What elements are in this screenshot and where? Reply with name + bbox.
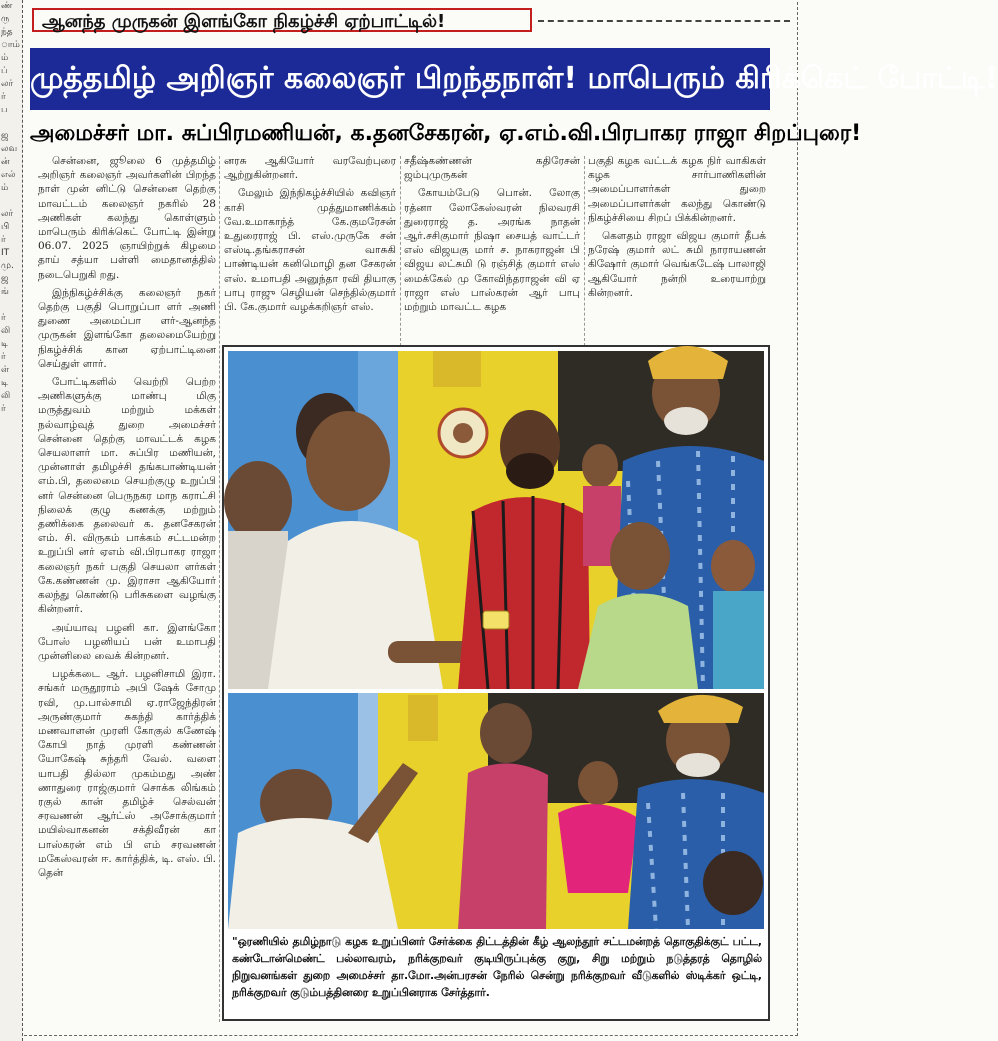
column-divider: [400, 156, 401, 346]
edge-fragment: [0, 429, 22, 442]
paragraph: கௌதம் ராஜா விஜய குமார் தீபக் நரேஷ் குமார் லட் சுமி நாராயணன் கிஷோர் குமார் வெங்கடேஷ் பாலாஜி ஆகியோர் நன்றி உரையாற்று கின்றனர்.: [588, 230, 766, 299]
edge-fragment: ாம்: [1, 40, 20, 50]
article-column-3: [404, 154, 580, 350]
edge-fragment: லர்: [1, 209, 14, 219]
edge-fragment: டி: [1, 378, 9, 388]
edge-fragment: ம்: [1, 53, 9, 63]
edge-fragment: எல்: [1, 170, 16, 180]
edge-fragment: ப்: [1, 66, 8, 76]
paragraph: பழக்கடை ஆர். பழனிசாமி இரா. சங்கர் மருதூராம் அபி ஷேக் சோமு ரவி, மு.பால்சாமி ஏ.ராஜேந்திரன் அருண்குமார் சுகந்தி கார்த்திக் மணவாளன் முரளி கோகுல் கணேஷ் கோபி நாத் முரளி கண்ணன் யோகேஷ் சுந்தரி வேல். வளை யாபதி தில்லா முகம்மது அண் ணாதுரை ராஜ்குமார் சொக்க லிங்கம் ரகுல் கான் தமிழ்ச் செல்வன் சரவணன் ஆர்ட்ஸ் அசோக்குமார் மயில்வாகனன் சக்திவீரன் கா பாஸ்கரன் எம் பி எம் சரவணன் மகேஸ்வரன் ஈ. கார்த்திக், டி. எஸ். பி. தென்: [38, 668, 216, 879]
left-edge-clipped-column: [0, 0, 23, 1041]
edge-fragment: லி: [1, 326, 11, 336]
edge-fragment: ரு: [1, 14, 10, 24]
paragraph: சதீஷ்கண்ணன் கதிரேசன் ஜம்புமுருகன்: [404, 155, 580, 182]
edge-fragment: மு.: [1, 261, 14, 271]
edge-fragment: ஜ: [1, 274, 9, 284]
edge-fragment: ர்: [1, 313, 6, 323]
edge-fragment: ம்: [1, 183, 9, 193]
edge-fragment: [0, 117, 22, 130]
edge-fragment: ள்: [1, 365, 10, 375]
photo-top-sticker-handover: [228, 351, 764, 689]
edge-fragment: ர்: [1, 235, 6, 245]
photo-caption: "ஒரணியில் தமிழ்நாடு கழக உறுப்பினர் சேர்க்கை திட்டத்தின் கீழ் ஆலந்தூர் சட்டமன்றத் தொகுதிக்குட் பட்ட, கண்டோன்மெண்ட் பல்லாவரம், நரிக்குறவர் குடியிருப்புக்கு குறு, சிறு மற்றும் நடுத்தரத் தொழில் நிறுவனங்கள் துறை அமைச்சர் தா.மோ.அன்பரசன் நேரில் சென்று நரிக்குறவர் வீடுகளில் ஸ்டிக்கர் ஒட்டி, நரிக்குறவர் குடும்பத்தினரை உறுப்பினராக சேர்த்தார்.: [232, 935, 762, 999]
edge-fragment: IT: [1, 248, 10, 258]
edge-fragment: [0, 195, 22, 208]
edge-fragment: ஜ: [1, 131, 9, 141]
edge-fragment: [0, 299, 22, 312]
paragraph: சென்னை, ஜூலை 6 முத்தமிழ் அறிஞர் கலைஞர் அவர்களின் பிறந்த நாள் முன் னிட்டு சென்னை தெற்கு மாவட்டம் கலைஞர் நகரில் 28 அணிகள் கலந்து கொள்ளும் மாபெரும் கிரிக்கெட் போட்டி இன்று 06.07. 2025 ஞாயிற்றுக் கிழமை தாய் சத்யா பள்ளி மைதானத்தில் நடைபெறுகி றது.: [38, 155, 216, 281]
column-divider: [219, 156, 220, 1022]
edge-fragment: [0, 416, 22, 429]
article-column-4: [588, 154, 766, 350]
paragraph: போட்டிகளில் வெற்றி பெற்ற அணிகளுக்கு மாண்பு மிகு மருத்துவம் மற்றும் மக்கள் நல்வாழ்வுத் துறை அமைச்சர் சென்னை தெற்கு மாவட்டக் கழக செயலாளர் மா. சுப்பிர மணியன், முன்னாள் தமிழச்சி தங்கபாண்டியன் எம்.பி, தலைமை செயற்குழு உறுப்பி னர் சென்னை பெருநகர மாந கராட்சி நிலைக் குழு கணக்கு மற்றும் தணிக்கை தலைவர் க. தனசேகரன் எம். சி. விருகம் பாக்கம் சட்டமன்ற உறுப்பி னர் ஏஎம் வி.பிரபாகர ராஜா கலைஞர் நகர் பகுதி செயலா ளர்கள் கே.கண்ணன் மு. இராசா ஆகியோர் கலந்து கொண்டு பரிசுகளை வழங்கு கின்றனர்.: [38, 376, 216, 616]
kicker-text: ஆனந்த முருகன் இளங்கோ நிகழ்ச்சி ஏற்பாட்டில்!: [32, 8, 532, 32]
edge-fragment: பி: [1, 222, 10, 232]
edge-fragment: ண்: [1, 1, 13, 11]
headline: முத்தமிழ் அறிஞர் கலைஞர் பிறந்தநாள்! மாபெரும் கிரிக்கெட் போட்டி!: [30, 48, 770, 110]
paragraph: அய்யாவு பழனி கா. இளங்கோ போஸ் பழனியப் பன் உமாபதி முன்னிலை வைக் கின்றனர்.: [38, 621, 216, 662]
kicker: [28, 6, 798, 36]
edge-fragment: லி: [1, 391, 11, 401]
edge-fragment: ர்: [1, 92, 6, 102]
article-column-2: [224, 154, 396, 350]
column-divider: [584, 156, 585, 346]
edge-fragment: ன்: [1, 157, 10, 167]
kicker-rule: [538, 20, 790, 22]
edge-fragment: ப: [1, 105, 8, 115]
edge-fragment: டி: [1, 339, 9, 349]
paragraph: னரசு ஆகியோர் வரவேற்புரை ஆற்றுகின்றனர்.: [224, 155, 396, 182]
edge-fragment: லவ: [1, 144, 18, 154]
edge-fragment: ர்: [1, 352, 6, 362]
paragraph: மேலும் இந்நிகழ்ச்சியில் கவிஞர் காசி முத்துமாணிக்கம் வே.உமாகாந்த் கே.குமரேசன் உதுரைராஜ் பி. எஸ்.முருகே சன் எஸ்டி.தங்கராசன் வாசுகி பாண்டியன் கனிமொழி தன சேகரன் எஸ். உமாபதி அனுந்தா ரவி தியாகு பாபு ராஜு செழியன் செந்தில்குமார் பி. கே.குமார் வழக்கறிஞர் எஸ்.: [224, 187, 396, 314]
article-column-1: [38, 154, 216, 1024]
edge-fragment: ங்: [1, 287, 9, 297]
photo-bottom-sticker-on-door: [228, 693, 764, 929]
photo-box: [222, 345, 770, 1021]
edge-fragment: ர்: [1, 404, 6, 414]
edge-fragment: லர்: [1, 79, 14, 89]
subhead: அமைச்சர் மா. சுப்பிரமணியன், க.தனசேகரன், ஏ.எம்.வி.பிரபாகர ராஜா சிறப்புரை!: [30, 121, 862, 146]
paragraph: இந்நிகழ்ச்சிக்கு கலைஞர் நகர் தெற்கு பகுதி பொறுப்பா ளர் அணி துணை அமைப்பா ளர்-ஆனந்த முருகன் இளங்கோ தலைமையேற்று நிகழ்ச்சிக் கான ஏற்பாட்டினை செய்துள் ளார்.: [38, 286, 216, 370]
edge-fragment: ந்த: [1, 27, 13, 37]
paragraph: கோயம்பேடு பொன். லோகு ரத்னா லோகேஸ்வரன் நிலவரசி துரைராஜ் த. அரங்க நாதன் ஆர்.சசிகுமார் நிஷா சையத் வாட்டர் எஸ் விஜயகு மார் ச. நாகராஜன் பி விஜய லட்சுமி டு ரஞ்சித் குமார் எஸ் மைக்கேல் மு கோவிந்தராஜன் வி ஏ ராஜா எஸ் பாஸ்கரன் ஆர் பாபு மற்றும் மாவட்ட கழக: [404, 187, 580, 314]
paragraph: பகுதி கழக வட்டக் கழக நிர் வாகிகள் கழக சார்பாணிகளின் அமைப்பாளர்கள் துறை அமைப்பாளர்கள் கலந்து கொண்டு நிகழ்ச்சியை சிறப் பிக்கின்றனர்.: [588, 155, 766, 224]
